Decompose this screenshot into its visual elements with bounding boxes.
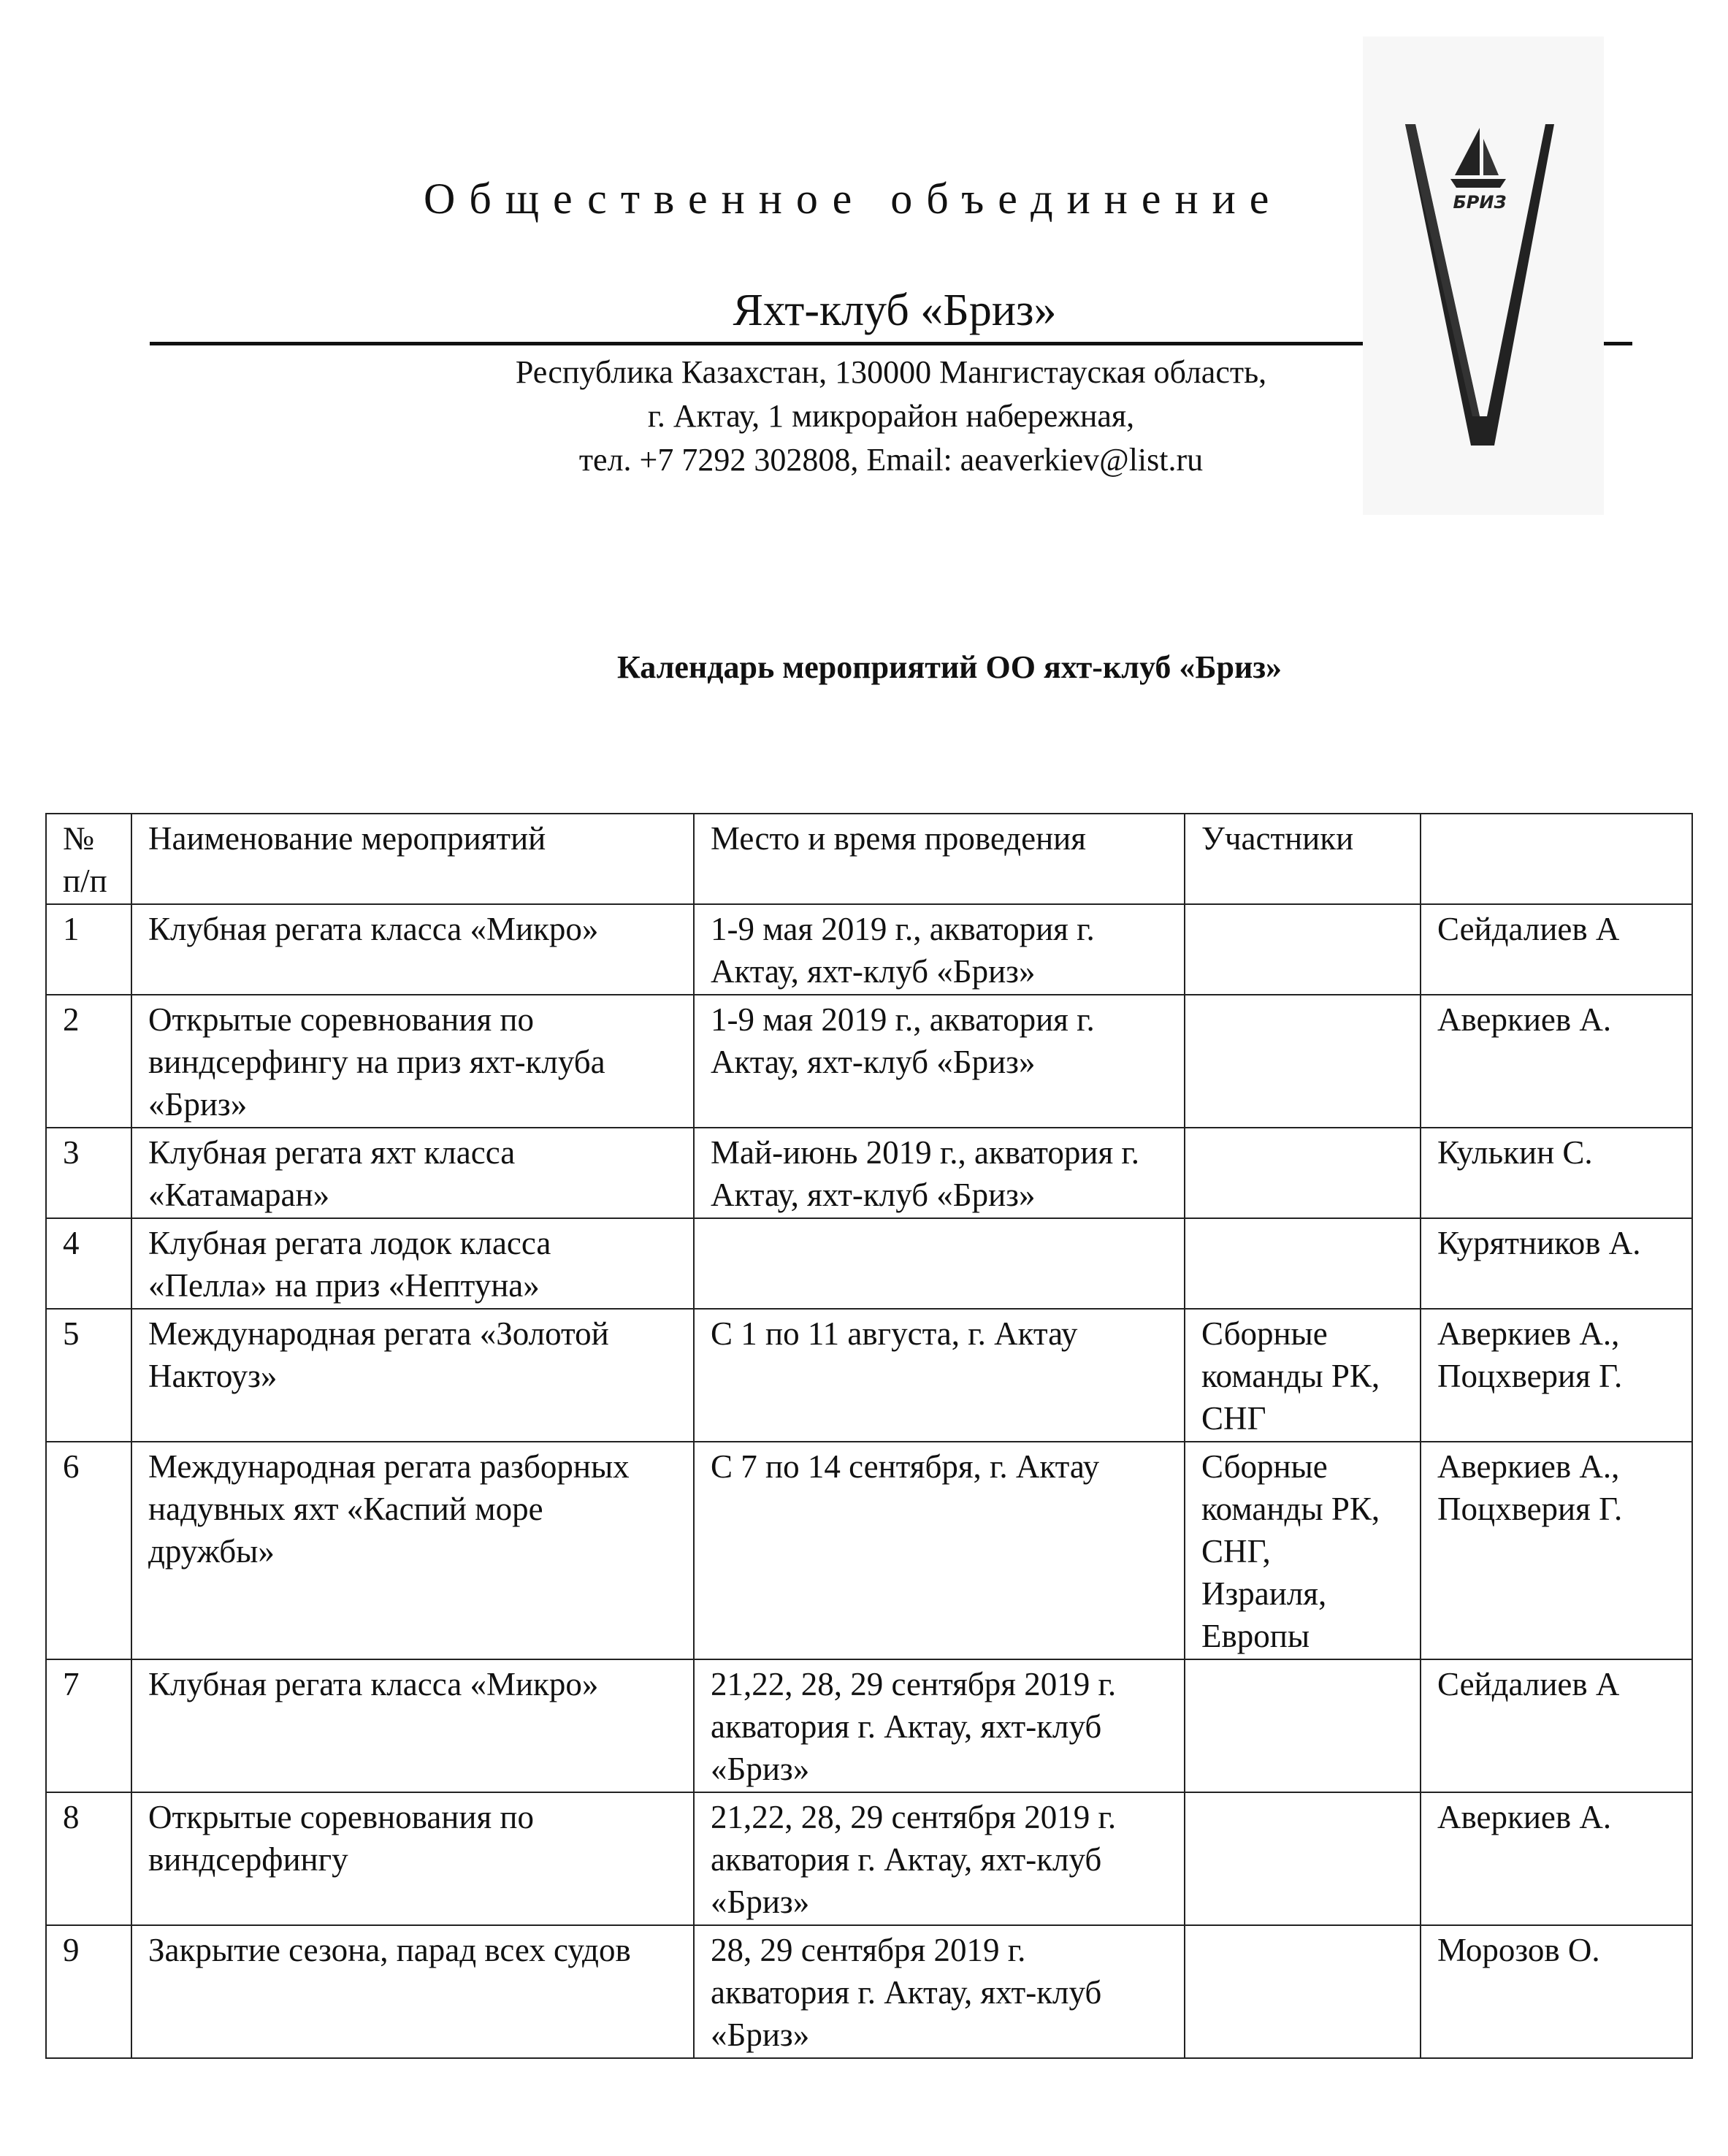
cell-participants [1185,1925,1421,2058]
cell-place-time: 28, 29 сентября 2019 г. акватория г. Актау, яхт-клуб «Бриз» [694,1925,1185,2058]
table-row [46,1659,1692,1792]
cell-responsible: Аверкиев А. [1421,1792,1692,1925]
sailboat-v-logo-icon [1363,37,1604,515]
header-place-time: Место и время проведения [694,814,1185,904]
cell-participants [1185,1792,1421,1925]
cell-name: Международная регата «Золотой Нактоуз» [131,1309,694,1442]
cell-number: 9 [46,1925,131,2058]
cell-responsible: Курятников А. [1421,1218,1692,1309]
cell-name: Открытые соревнования по виндсерфингу [131,1792,694,1925]
table-header-row [46,814,1692,904]
club-logo [1363,37,1604,515]
cell-number: 1 [46,904,131,995]
cell-number: 7 [46,1659,131,1792]
cell-name: Международная регата разборных надувных яхт «Каспий море дружбы» [131,1442,694,1659]
cell-participants: Сборные команды РК, СНГ [1185,1309,1421,1442]
cell-responsible: Аверкиев А. [1421,995,1692,1128]
organization-title: Общественное объединение [424,175,1283,223]
contact-line: тел. +7 7292 302808, Email: aeaverkiev@list.ru [578,442,1204,478]
cell-place-time: С 1 по 11 августа, г. Актау [694,1309,1185,1442]
cell-place-time: С 7 по 14 сентября, г. Актау [694,1442,1185,1659]
cell-number: 6 [46,1442,131,1659]
document-title: Календарь мероприятий ОО яхт-клуб «Бриз» [616,649,1282,685]
table-row [46,1128,1692,1218]
cell-number: 8 [46,1792,131,1925]
cell-participants [1185,1128,1421,1218]
cell-name: Открытые соревнования по виндсерфингу на приз яхт-клуба «Бриз» [131,995,694,1128]
header-responsible [1421,814,1692,904]
cell-place-time: 1-9 мая 2019 г., акватория г. Актау, яхт-клуб «Бриз» [694,995,1185,1128]
table-row [46,1925,1692,2058]
address-line: Республика Казахстан, 130000 Мангистауская область, [515,354,1267,390]
cell-responsible: Сейдалиев А [1421,904,1692,995]
cell-responsible: Аверкиев А., Поцхверия Г. [1421,1442,1692,1659]
address-line: г. Актау, 1 микрорайон набережная, [647,398,1135,434]
cell-name: Закрытие сезона, парад всех судов [131,1925,694,2058]
cell-responsible: Кулькин С. [1421,1128,1692,1218]
cell-number: 3 [46,1128,131,1218]
table-row [46,904,1692,995]
cell-name: Клубная регата класса «Микро» [131,1659,694,1792]
cell-place-time: 1-9 мая 2019 г., акватория г. Актау, яхт-клуб «Бриз» [694,904,1185,995]
table-row [46,1218,1692,1309]
cell-name: Клубная регата лодок класса «Пелла» на приз «Нептуна» [131,1218,694,1309]
cell-number: 2 [46,995,131,1128]
table-row [46,1309,1692,1442]
events-table [45,813,1693,2059]
header-participants: Участники [1185,814,1421,904]
club-name: Яхт-клуб «Бриз» [733,286,1057,335]
cell-place-time: Май-июнь 2019 г., акватория г. Актау, яхт-клуб «Бриз» [694,1128,1185,1218]
cell-participants [1185,904,1421,995]
cell-participants [1185,1218,1421,1309]
cell-participants [1185,995,1421,1128]
cell-place-time: 21,22, 28, 29 сентября 2019 г. акватория г. Актау, яхт-клуб «Бриз» [694,1792,1185,1925]
header-number: № п/п [46,814,131,904]
cell-participants: Сборные команды РК, СНГ, Израиля, Европы [1185,1442,1421,1659]
cell-place-time: 21,22, 28, 29 сентября 2019 г. акватория г. Актау, яхт-клуб «Бриз» [694,1659,1185,1792]
cell-participants [1185,1659,1421,1792]
cell-number: 4 [46,1218,131,1309]
table-row [46,1442,1692,1659]
cell-number: 5 [46,1309,131,1442]
address-block [292,351,1490,482]
header-name: Наименование мероприятий [131,814,694,904]
logo-lettering: БРИЗ [1453,192,1507,213]
cell-name: Клубная регата яхт класса «Катамаран» [131,1128,694,1218]
cell-responsible: Морозов О. [1421,1925,1692,2058]
cell-responsible: Аверкиев А., Поцхверия Г. [1421,1309,1692,1442]
cell-place-time [694,1218,1185,1309]
events-table-body [46,904,1692,2058]
table-row [46,995,1692,1128]
table-row [46,1792,1692,1925]
cell-name: Клубная регата класса «Микро» [131,904,694,995]
cell-responsible: Сейдалиев А [1421,1659,1692,1792]
